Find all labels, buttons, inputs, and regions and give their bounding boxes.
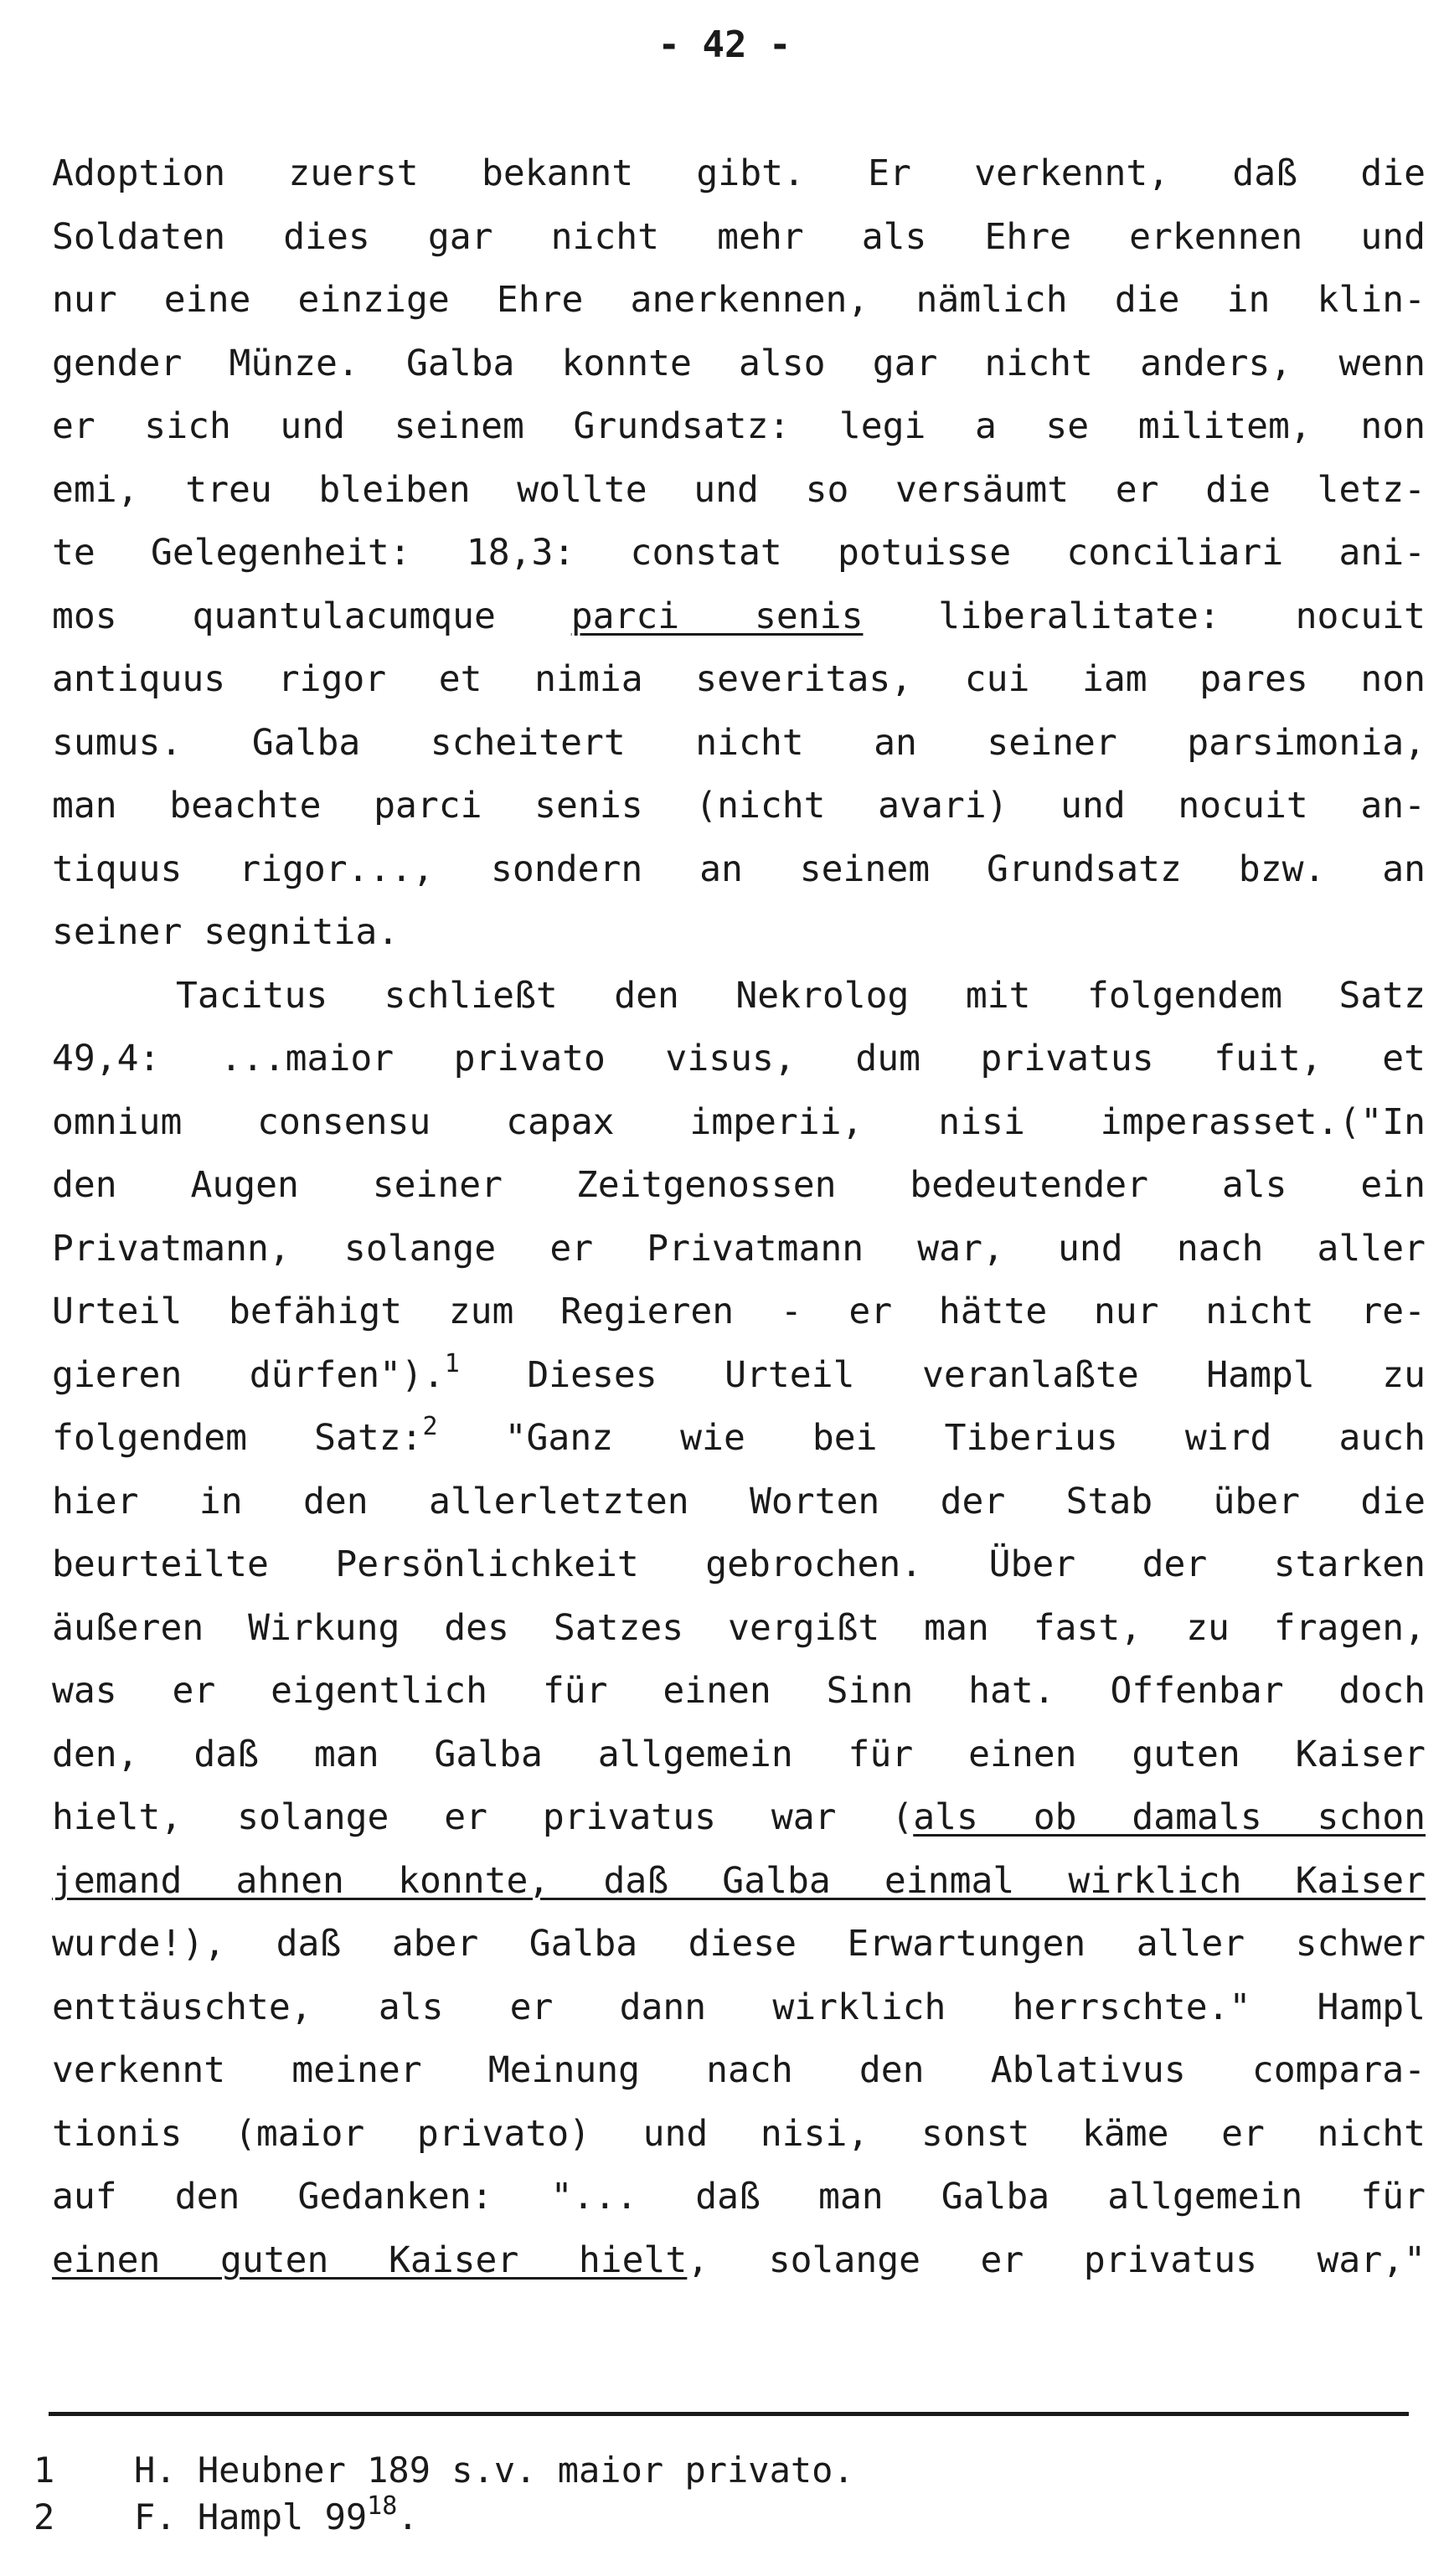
footnote-ref: 2: [422, 1412, 438, 1441]
text-line: sumus. Galba scheitert nicht an seiner parsimonia,: [52, 721, 1426, 764]
text-line: nur eine einzige Ehre anerkennen, nämlich die in klin-: [52, 279, 1426, 321]
text-segment: mos quantulacumque: [52, 595, 571, 637]
text-line: tiquus rigor..., sondern an seinem Grundsatz bzw. an: [52, 848, 1426, 890]
footnote: [34, 2491, 1374, 2541]
text-line: [52, 1407, 1426, 1471]
text-line: enttäuschte, als er dann wirklich herrschte." Hampl: [52, 1986, 1426, 2028]
footnote-text: [134, 2491, 419, 2541]
footnote: [34, 2447, 1374, 2494]
text-line: omnium consensu capax imperii, nisi imperasset.("In: [52, 1100, 1426, 1143]
text-line: [52, 2229, 1426, 2293]
text-segment: folgendem Satz:: [52, 1417, 423, 1459]
underlined-text: einen guten Kaiser hielt: [52, 2239, 688, 2281]
text-line: [52, 1344, 1426, 1408]
text-line: 49,4: ...maior privato visus, dum privatus fuit, et: [52, 1038, 1426, 1079]
footnotes: [34, 2447, 1374, 2541]
text-line: [52, 1850, 1426, 1914]
text-line: te Gelegenheit: 18,3: constat potuisse conciliari ani-: [52, 532, 1426, 574]
text-segment: liberalitate: nocuit: [863, 595, 1426, 637]
text-line: Urteil befähigt zum Regieren - er hätte nur nicht re-: [52, 1291, 1426, 1332]
text-line: Soldaten dies gar nicht mehr als Ehre erkennen und: [52, 215, 1426, 258]
underlined-text: als ob damals schon: [913, 1796, 1426, 1838]
text-line: seiner segnitia.: [52, 911, 400, 953]
text-segment: F. Hampl 99: [134, 2496, 368, 2537]
text-line: [52, 585, 1426, 649]
text-line: emi, treu bleiben wollte und so versäumt er die letz-: [52, 468, 1426, 511]
text-line: äußeren Wirkung des Satzes vergißt man fast, zu fragen,: [52, 1606, 1426, 1649]
underlined-text: parci senis: [570, 595, 864, 637]
footnote-text: [134, 2447, 854, 2494]
text-line: verkennt meiner Meinung nach den Ablativus compara-: [52, 2049, 1426, 2091]
text-segment: "Ganz wie bei Tiberius wird auch: [437, 1417, 1426, 1459]
footnote-number: 1: [34, 2450, 55, 2491]
text-line: den Augen seiner Zeitgenossen bedeutender als ein: [52, 1164, 1426, 1206]
footnote-superscript: 18: [367, 2491, 398, 2521]
text-line: er sich und seinem Grundsatz: legi a se militem, non: [52, 405, 1426, 447]
body-text: [52, 142, 1426, 2292]
text-line: was er eigentlich für einen Sinn hat. Offenbar doch: [52, 1670, 1426, 1712]
text-line: Adoption zuerst bekannt gibt. Er verkennt, daß die: [52, 152, 1426, 194]
text-segment: hielt, solange er privatus war (: [52, 1796, 914, 1838]
text-line: beurteilte Persönlichkeit gebrochen. Über der starken: [52, 1543, 1426, 1585]
text-segment: Dieses Urteil veranlaßte Hampl zu: [459, 1353, 1426, 1396]
text-line: Privatmann, solange er Privatmann war, und nach aller: [52, 1227, 1426, 1270]
text-segment: H. Heubner 189 s.v. maior privato.: [134, 2450, 854, 2491]
text-line: Tacitus schließt den Nekrolog mit folgendem Satz: [176, 974, 1426, 1017]
text-line: [52, 1786, 1426, 1850]
text-line: wurde!), daß aber Galba diese Erwartungen aller schwer: [52, 1923, 1426, 1965]
text-segment: gieren dürfen").: [52, 1353, 445, 1396]
text-line: auf den Gedanken: "... daß man Galba allgemein für: [52, 2176, 1426, 2218]
footnote-ref: 1: [444, 1348, 460, 1378]
text-line: man beachte parci senis (nicht avari) und nocuit an-: [52, 785, 1426, 827]
footnote-divider: [49, 2412, 1409, 2416]
text-line: gender Münze. Galba konnte also gar nicht anders, wenn: [52, 342, 1426, 384]
footnote-number: 2: [34, 2496, 55, 2537]
text-segment: .: [397, 2496, 419, 2537]
text-line: tionis (maior privato) und nisi, sonst käme er nicht: [52, 2112, 1426, 2155]
text-line: hier in den allerletzten Worten der Stab über die: [52, 1480, 1426, 1522]
text-segment: , solange er privatus war,": [687, 2239, 1426, 2281]
underlined-text: jemand ahnen konnte, daß Galba einmal wirklich Kaiser: [52, 1859, 1426, 1902]
text-line: antiquus rigor et nimia severitas, cui iam pares non: [52, 658, 1426, 700]
text-line: den, daß man Galba allgemein für einen guten Kaiser: [52, 1733, 1426, 1775]
page-number: - 42 -: [657, 23, 792, 66]
